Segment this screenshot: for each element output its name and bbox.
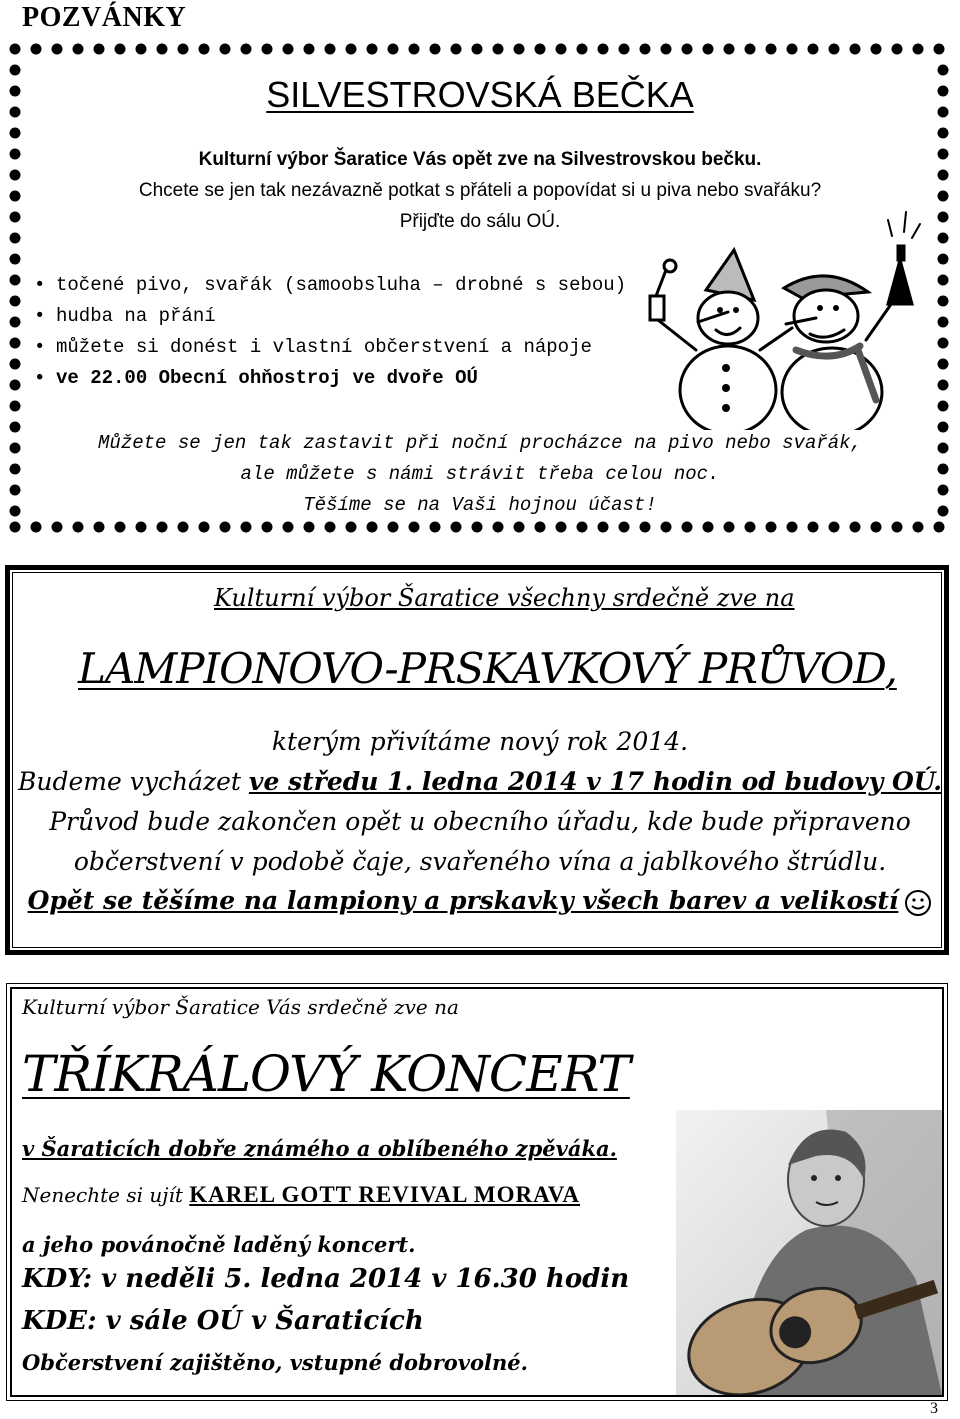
singer-with-guitar-photo [676,1110,942,1395]
koncert-note: Občerstvení zajištěno, vstupné dobrovolné. [22,1350,528,1375]
border-dot [157,522,168,533]
border-dot [262,44,273,55]
silvester-outro [0,428,960,521]
border-dot [10,128,21,139]
border-dot [10,380,21,391]
silvester-offer-list [34,270,626,394]
border-dot [73,44,84,55]
border-dot [10,338,21,349]
border-dot [808,44,819,55]
border-dot [472,522,483,533]
koncert-intro: Kulturní výbor Šaratice Vás srdečně zve na [22,995,459,1019]
border-dot [115,522,126,533]
koncert-line: v Šaraticích dobře známého a oblíbeného zpěváka. [22,1136,617,1161]
silvester-title: SILVESTROVSKÁ BEČKA [266,74,694,115]
lampion-intro: Kulturní výbor Šaratice všechny srdečně zve na [214,584,795,612]
border-dot [938,275,949,286]
koncert-title: TŘÍKRÁLOVÝ KONCERT [22,1045,630,1103]
border-dot [892,44,903,55]
border-dot [472,44,483,55]
border-dot [157,44,168,55]
border-dot [661,44,672,55]
border-dot [31,44,42,55]
border-dot [661,522,672,533]
border-dot [220,522,231,533]
border-dot [682,44,693,55]
border-dot [556,44,567,55]
border-dot [94,44,105,55]
border-dot [178,522,189,533]
silvester-intro-line: Přijďte do sálu OÚ. [399,211,561,232]
border-dot [682,522,693,533]
border-dot [283,44,294,55]
border-dot [598,522,609,533]
border-dot [514,522,525,533]
border-dot [430,522,441,533]
border-dot [199,522,210,533]
border-dot [304,522,315,533]
border-dot [10,522,21,533]
border-dot [493,44,504,55]
lampion-body [12,722,948,882]
border-dot [304,44,315,55]
border-dot [346,522,357,533]
border-dot [938,296,949,307]
border-dot [367,522,378,533]
border-dot [850,44,861,55]
lampion-line: občerstvení v podobě čaje, svařeného vína a jablkového štrúdlu. [73,847,887,876]
border-dot [199,44,210,55]
border-dot [136,44,147,55]
snowmen-illustration [636,200,936,430]
border-dot [10,44,21,55]
smiley-icon [904,889,932,917]
border-dot [283,522,294,533]
border-dot [938,338,949,349]
border-dot [262,522,273,533]
border-dot [938,359,949,370]
border-dot [94,522,105,533]
border-dot [871,44,882,55]
silvester-outro-line: ale můžete s námi strávit třeba celou noc. [240,463,720,485]
border-dot [346,44,357,55]
border-dot [766,44,777,55]
border-dot [451,44,462,55]
border-dot [10,254,21,265]
border-dot [938,380,949,391]
border-dot [52,44,63,55]
border-dot [493,522,504,533]
border-dot [938,254,949,265]
lampion-date-time: ve středu 1. ledna 2014 v 17 hodin od budovy OÚ. [248,767,943,796]
border-dot [703,522,714,533]
border-dot [136,522,147,533]
border-dot [325,44,336,55]
border-dot [388,522,399,533]
border-dot [724,522,735,533]
border-dot [640,522,651,533]
border-dot [241,522,252,533]
silvester-outro-line: Můžete se jen tak zastavit při noční procházce na pivo nebo svařák, [98,432,862,454]
border-dot [619,44,630,55]
border-dot [850,522,861,533]
lampion-title: LAMPIONOVO-PRSKAVKOVÝ PRŮVOD, [78,644,897,693]
border-dot [913,44,924,55]
border-dot [787,44,798,55]
border-dot [577,44,588,55]
list-item: • ve 22.00 Obecní ohňostroj ve dvoře OÚ [34,363,626,394]
border-dot [766,522,777,533]
border-dot [10,401,21,412]
page-section-title: POZVÁNKY [22,2,187,33]
border-dot [451,522,462,533]
list-item: • točené pivo, svařák (samoobsluha – drobné s sebou) [34,270,626,301]
border-dot [871,522,882,533]
border-dot [52,522,63,533]
lampion-line [12,762,948,802]
border-dot [577,522,588,533]
border-dot [934,44,945,55]
koncert-line [22,1182,580,1208]
border-dot [241,44,252,55]
page-number: 3 [930,1400,938,1417]
border-dot [724,44,735,55]
silvester-intro-line: Chcete se jen tak nezávazně potkat s přáteli a popovídat si u piva nebo svařáku? [138,180,822,201]
border-dot [115,44,126,55]
border-dot [934,522,945,533]
border-dot [10,296,21,307]
border-dot [325,522,336,533]
border-dot [535,44,546,55]
koncert-line-prefix: Nenechte si ujít [22,1183,190,1207]
border-dot [938,317,949,328]
border-dot [73,522,84,533]
silvester-outro-line: Těšíme se na Vaši hojnou účast! [303,494,657,516]
border-dot [178,44,189,55]
lampion-line: kterým přivítáme nový rok 2014. [271,727,689,756]
list-item: • můžete si donést i vlastní občerstvení a nápoje [34,332,626,363]
border-dot [220,44,231,55]
border-dot [10,317,21,328]
silvester-intro-line: Kulturní výbor Šaratice Vás opět zve na Silvestrovskou bečku. [198,149,762,170]
border-dot [409,44,420,55]
border-dot [31,522,42,533]
border-dot [10,275,21,286]
lampion-closing-text: Opět se těšíme na lampiony a prskavky všech barev a velikostí [27,886,899,915]
border-dot [829,522,840,533]
border-dot [388,44,399,55]
border-dot [745,522,756,533]
koncert-band-name: KAREL GOTT REVIVAL MORAVA [189,1182,581,1207]
lampion-closing [0,886,960,917]
border-dot [640,44,651,55]
border-dot [10,359,21,370]
koncert-when: KDY: v neděli 5. ledna 2014 v 16.30 hodin [22,1264,630,1294]
border-dot [409,522,420,533]
list-item: • hudba na přání [34,301,626,332]
border-dot [619,522,630,533]
border-dot [598,44,609,55]
border-dot [808,522,819,533]
border-dot [535,522,546,533]
lampion-line-prefix: Budeme vycházet [17,767,249,796]
border-dot [938,128,949,139]
border-dot [514,44,525,55]
koncert-where: KDE: v sále OÚ v Šaraticích [22,1306,424,1336]
border-dot [430,44,441,55]
border-dot [913,522,924,533]
border-dot [829,44,840,55]
border-dot [892,522,903,533]
border-dot [745,44,756,55]
lampion-line: Průvod bude zakončen opět u obecního úřadu, kde bude připraveno [49,807,911,836]
border-dot [367,44,378,55]
koncert-line: a jeho povánočně laděný koncert. [22,1232,416,1257]
border-dot [938,401,949,412]
border-dot [787,522,798,533]
border-dot [556,522,567,533]
border-dot [703,44,714,55]
